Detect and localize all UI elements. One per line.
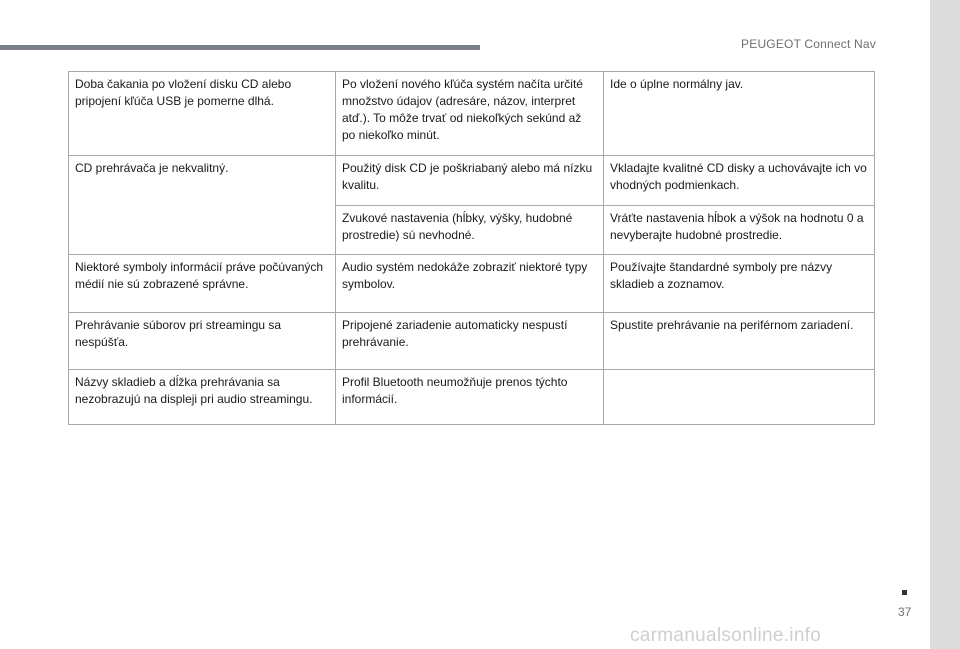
header-title: PEUGEOT Connect Nav	[741, 37, 876, 51]
cause-cell: Použitý disk CD je poškriabaný alebo má nízku kvalitu.	[336, 156, 604, 206]
page-number: 37	[898, 605, 912, 619]
troubleshooting-table	[68, 71, 875, 425]
table-row	[69, 370, 875, 425]
solution-cell	[604, 370, 875, 425]
question-cell: Doba čakania po vložení disku CD alebo pripojení kľúča USB je pomerne dlhá.	[69, 72, 336, 156]
page-marker-icon	[902, 590, 907, 595]
table-row	[69, 72, 875, 156]
solution-cell: Ide o úplne normálny jav.	[604, 72, 875, 156]
header-bar	[0, 45, 480, 50]
cause-cell: Zvukové nastavenia (hĺbky, výšky, hudobné prostredie) sú nevhodné.	[336, 206, 604, 255]
watermark: carmanualsonline.info	[630, 625, 822, 646]
cause-cell: Audio systém nedokáže zobraziť niektoré typy symbolov.	[336, 255, 604, 313]
solution-cell: Používajte štandardné symboly pre názvy skladieb a zoznamov.	[604, 255, 875, 313]
solution-cell: Spustite prehrávanie na periférnom zariadení.	[604, 313, 875, 370]
side-strip	[930, 0, 960, 649]
table-row	[69, 255, 875, 313]
table-row	[69, 313, 875, 370]
cause-cell: Profil Bluetooth neumožňuje prenos týchto informácií.	[336, 370, 604, 425]
table-row	[69, 156, 875, 206]
question-cell: Niektoré symboly informácií práve počúvaných médií nie sú zobrazené správne.	[69, 255, 336, 313]
solution-cell: Vráťte nastavenia hĺbok a výšok na hodnotu 0 a nevyberajte hudobné prostredie.	[604, 206, 875, 255]
cause-cell: Pripojené zariadenie automaticky nespustí prehrávanie.	[336, 313, 604, 370]
cause-cell: Po vložení nového kľúča systém načíta určité množstvo údajov (adresáre, názov, interpret atď.). To môže trvať od niekoľkých sekúnd až po niekoľko minút.	[336, 72, 604, 156]
question-cell: Názvy skladieb a dĺžka prehrávania sa nezobrazujú na displeji pri audio streamingu.	[69, 370, 336, 425]
question-cell: Prehrávanie súborov pri streamingu sa nespúšťa.	[69, 313, 336, 370]
question-cell: CD prehrávača je nekvalitný.	[69, 156, 336, 255]
solution-cell: Vkladajte kvalitné CD disky a uchovávajte ich vo vhodných podmienkach.	[604, 156, 875, 206]
